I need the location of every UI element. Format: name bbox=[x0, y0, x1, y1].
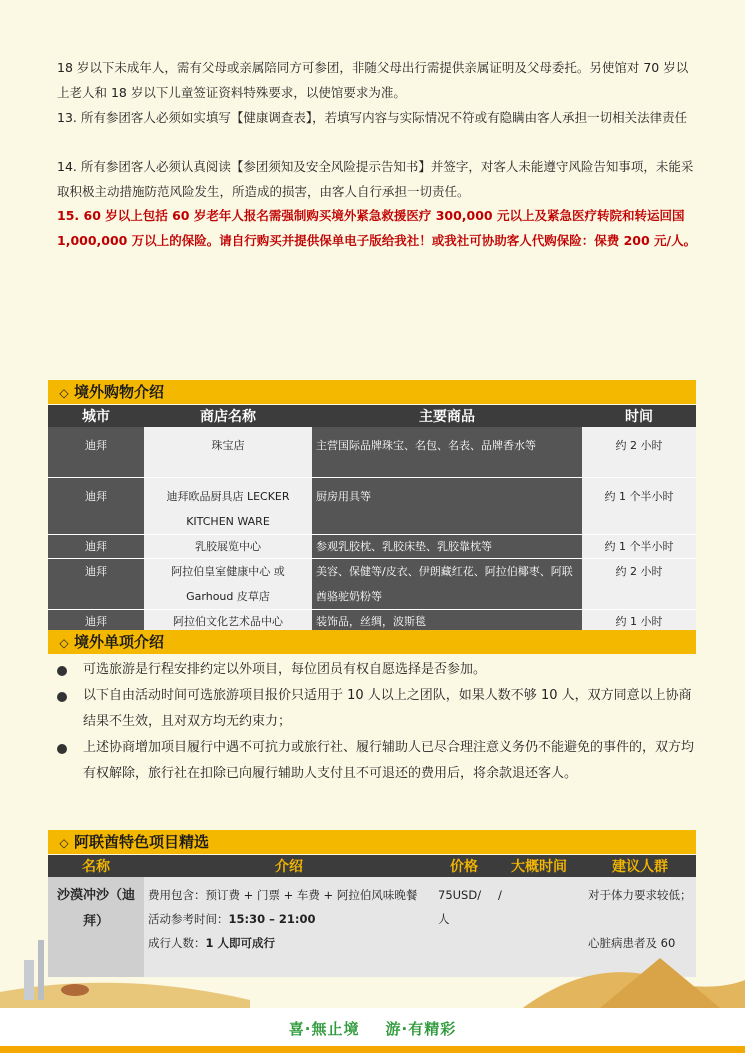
col-header-name: 名称 bbox=[48, 855, 144, 877]
slogan-left: 喜·無止境 bbox=[288, 1020, 360, 1038]
cell-price: 75USD/人 bbox=[434, 877, 494, 977]
note-15-insurance-warning: 15. 60 岁以上包括 60 岁老年人报名需强制购买境外紧急救援医疗 300,000 元以上及紧急医疗转院和转运回国 1,000,000 万以上的保险。请自行购买并提供保单电子版给我社！或我社可协助客人代购保险：保费 200 元/人。 bbox=[57, 208, 697, 248]
intro-included: 费用包含：预订费 + 门票 + 车费 + 阿拉伯风味晚餐 bbox=[148, 888, 418, 902]
col-header-shop-name: 商店名称 bbox=[144, 405, 312, 427]
dune-shape bbox=[0, 983, 250, 1010]
bullet-icon bbox=[57, 666, 67, 676]
bullet-icon bbox=[57, 744, 67, 754]
intro-min-people: 成行人数：1 人即可成行 bbox=[148, 936, 276, 950]
cell-city: 迪拜 bbox=[48, 427, 144, 477]
cell-time: 约 1 个半小时 bbox=[582, 477, 696, 534]
slogan-right: 游·有精彩 bbox=[385, 1020, 457, 1038]
note-14: 14. 所有参团客人必须认真阅读【参团须知及安全风险提示告知书】并签字，对客人未能遵守风险告知事项，未能采取积极主动措施防范风险发生，所造成的损害，由客人自行承担一切责任。 bbox=[57, 159, 694, 199]
cell-time: 约 1 小时 bbox=[582, 609, 696, 634]
desert-scenery-illustration bbox=[0, 930, 745, 1010]
table-row bbox=[48, 477, 696, 534]
single-items-section-title: 境外单项介绍 bbox=[74, 633, 165, 651]
single-items-list bbox=[57, 657, 697, 787]
tower-shape bbox=[38, 940, 44, 1000]
cell-goods: 美容、保健等/皮衣、伊朗藏红花、阿拉伯椰枣、阿联酋骆驼奶粉等 bbox=[312, 558, 582, 609]
tower-shape bbox=[24, 960, 34, 1000]
col-header-goods: 主要商品 bbox=[312, 405, 582, 427]
cell-city: 迪拜 bbox=[48, 558, 144, 609]
cell-time: 约 2 小时 bbox=[582, 558, 696, 609]
single-items-section-header bbox=[48, 630, 696, 654]
cell-shop-name: 乳胶展览中心 bbox=[144, 534, 312, 558]
cell-city: 迪拜 bbox=[48, 534, 144, 558]
cell-goods: 主营国际品牌珠宝、名包、名表、品牌香水等 bbox=[312, 427, 582, 477]
cell-shop-name: 珠宝店 bbox=[144, 427, 312, 477]
note-13: 13. 所有参团客人必须如实填写【健康调查表】，若填写内容与实际情况不符或有隐瞒由客人承担一切相关法律责任 bbox=[57, 110, 688, 125]
shopping-table-header bbox=[48, 405, 696, 427]
cell-duration: / bbox=[494, 877, 584, 977]
col-header-duration: 大概时间 bbox=[494, 855, 584, 877]
cell-city: 迪拜 bbox=[48, 609, 144, 634]
cell-goods: 厨房用具等 bbox=[312, 477, 582, 534]
crowd-line-2: 心脏病患者及 60 bbox=[588, 936, 676, 950]
diamond-icon: ◇ bbox=[59, 836, 69, 850]
cell-shop-name: 阿拉伯皇室健康中心 或 Garhoud 皮草店 bbox=[144, 558, 312, 609]
note-12: 18 岁以下未成年人，需有父母或亲属陪同方可参团，非随父母出行需提供亲属证明及父母委托。另使馆对 70 岁以上老人和 18 岁以下儿童签证资料特殊要求，以使馆要求为准。 bbox=[57, 60, 689, 100]
uae-table-header bbox=[48, 855, 696, 877]
col-header-city: 城市 bbox=[48, 405, 144, 427]
diamond-icon: ◇ bbox=[59, 386, 69, 400]
diamond-icon: ◇ bbox=[59, 636, 69, 650]
table-row bbox=[48, 427, 696, 477]
cell-city: 迪拜 bbox=[48, 477, 144, 534]
col-header-price: 价格 bbox=[434, 855, 494, 877]
col-header-time: 时间 bbox=[582, 405, 696, 427]
footer-slogan bbox=[0, 1018, 745, 1039]
shopping-table bbox=[48, 405, 696, 635]
table-row bbox=[48, 558, 696, 609]
uae-section-title: 阿联酋特色项目精选 bbox=[74, 833, 210, 851]
col-header-intro: 介绍 bbox=[144, 855, 434, 877]
intro-time: 活动参考时间：15:30 – 21:00 bbox=[148, 912, 316, 926]
list-item: 可选旅游是行程安排约定以外项目，每位团员有权自愿选择是否参加。 bbox=[57, 657, 697, 683]
crowd-line-1: 对于体力要求较低； bbox=[588, 888, 692, 902]
cell-shop-name: 阿拉伯文化艺术品中心 bbox=[144, 609, 312, 634]
list-item: 以下自由活动时间可选旅游项目报价只适用于 10 人以上之团队，如果人数不够 10 人，双方同意以上协商结果不生效，且对双方均无约束力； bbox=[57, 683, 697, 735]
table-row bbox=[48, 534, 696, 558]
cell-goods: 参观乳胶枕、乳胶床垫、乳胶靠枕等 bbox=[312, 534, 582, 558]
camel-shape bbox=[61, 984, 89, 996]
list-item: 上述协商增加项目履行中遇不可抗力或旅行社、履行辅助人已尽合理注意义务仍不能避免的事件的，双方均有权解除，旅行社在扣除已向履行辅助人支付且不可退还的费用后，将余款退还客人。 bbox=[57, 735, 697, 787]
cell-goods: 装饰品，丝绸，波斯毯 bbox=[312, 609, 582, 634]
cell-time: 约 1 个半小时 bbox=[582, 534, 696, 558]
shopping-section-header bbox=[48, 380, 696, 404]
cell-shop-name: 迪拜欧品厨具店 LECKER KITCHEN WARE bbox=[144, 477, 312, 534]
footer-bottom-stripe bbox=[0, 1046, 745, 1053]
bullet-icon bbox=[57, 692, 67, 702]
cell-time: 约 2 小时 bbox=[582, 427, 696, 477]
cell-project-name: 沙漠冲沙（迪拜） bbox=[48, 877, 144, 977]
col-header-crowd: 建议人群 bbox=[584, 855, 696, 877]
shopping-section-title: 境外购物介绍 bbox=[74, 383, 165, 401]
uae-section-header bbox=[48, 830, 696, 854]
